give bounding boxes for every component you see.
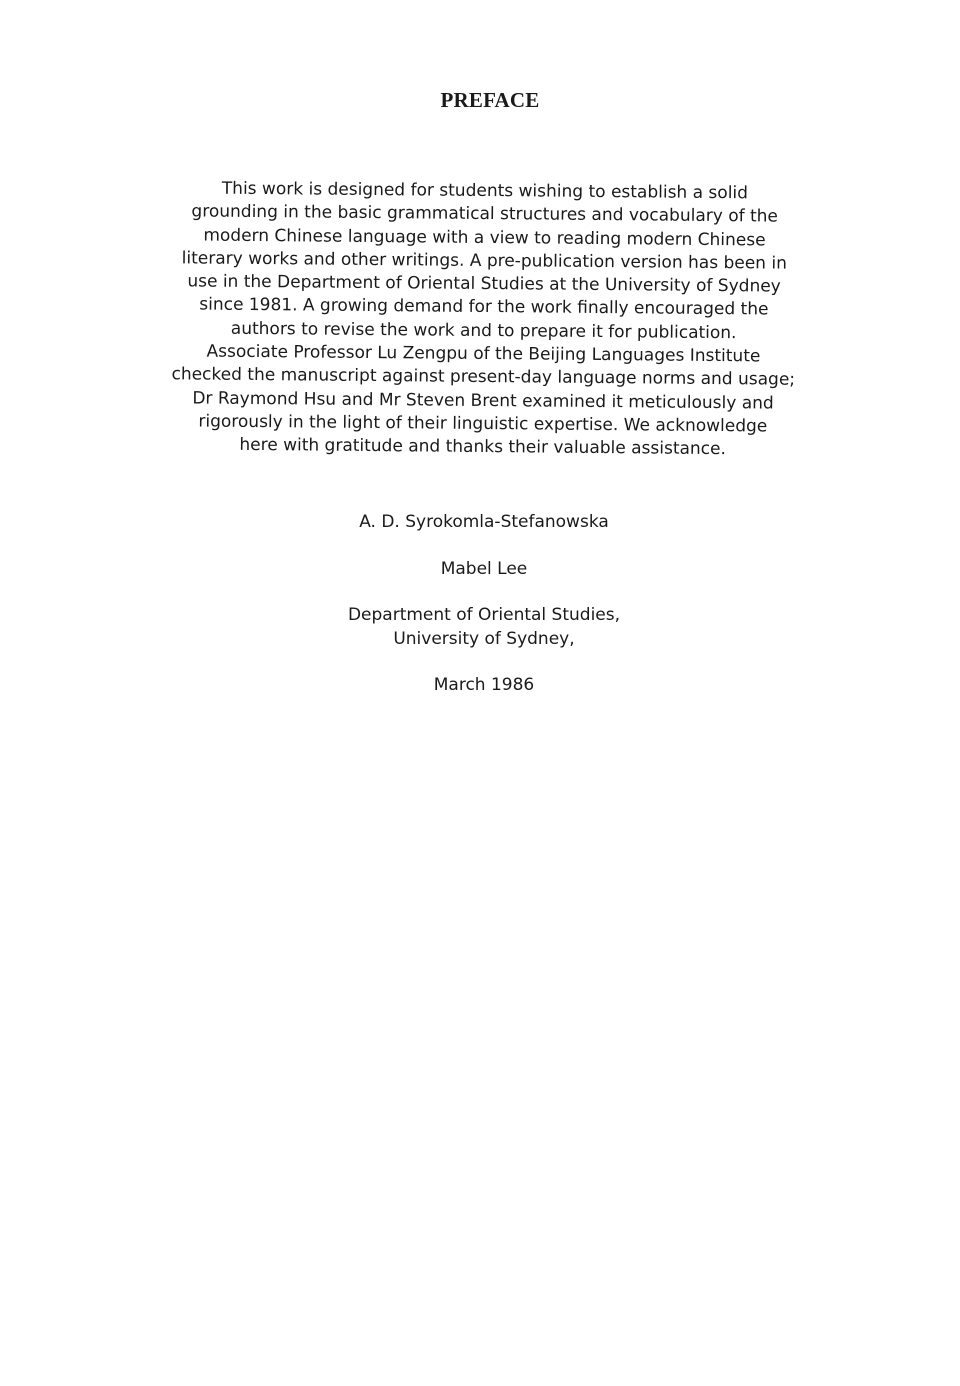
body-line: This work is designed for students wishing to establish a solid xyxy=(221,178,749,204)
author-name-1: A. D. Syrokomla-Stefanowska xyxy=(359,512,609,532)
body-line: rigorously in the light of their linguistic expertise. We acknowledge xyxy=(198,411,768,437)
body-line: use in the Department of Oriental Studies at the University of Sydney xyxy=(187,271,781,297)
body-line: Dr Raymond Hsu and Mr Steven Brent examined it meticulously and xyxy=(192,388,774,414)
page-title: PREFACE xyxy=(440,88,540,112)
body-line: here with gratitude and thanks their valuable assistance. xyxy=(239,435,727,460)
date: March 1986 xyxy=(433,675,535,695)
affiliation-line: Department of Oriental Studies, xyxy=(347,605,621,625)
affiliation-line: University of Sydney, xyxy=(393,628,575,649)
body-line: modern Chinese language with a view to reading modern Chinese xyxy=(203,225,766,251)
body-line: checked the manuscript against present-day language norms and usage; xyxy=(171,364,796,391)
author-name-2: Mabel Lee xyxy=(440,559,528,579)
body-line: authors to revise the work and to prepare it for publication. xyxy=(230,318,737,343)
body-line: Associate Professor Lu Zengpu of the Beijing Languages Institute xyxy=(206,341,761,367)
preface-body xyxy=(158,177,810,462)
body-line: since 1981. A growing demand for the work finally encouraged the xyxy=(199,294,769,320)
body-line: grounding in the basic grammatical structures and vocabulary of the xyxy=(191,201,779,227)
affiliation xyxy=(0,604,960,651)
body-line: literary works and other writings. A pre-publication version has been in xyxy=(181,248,787,274)
